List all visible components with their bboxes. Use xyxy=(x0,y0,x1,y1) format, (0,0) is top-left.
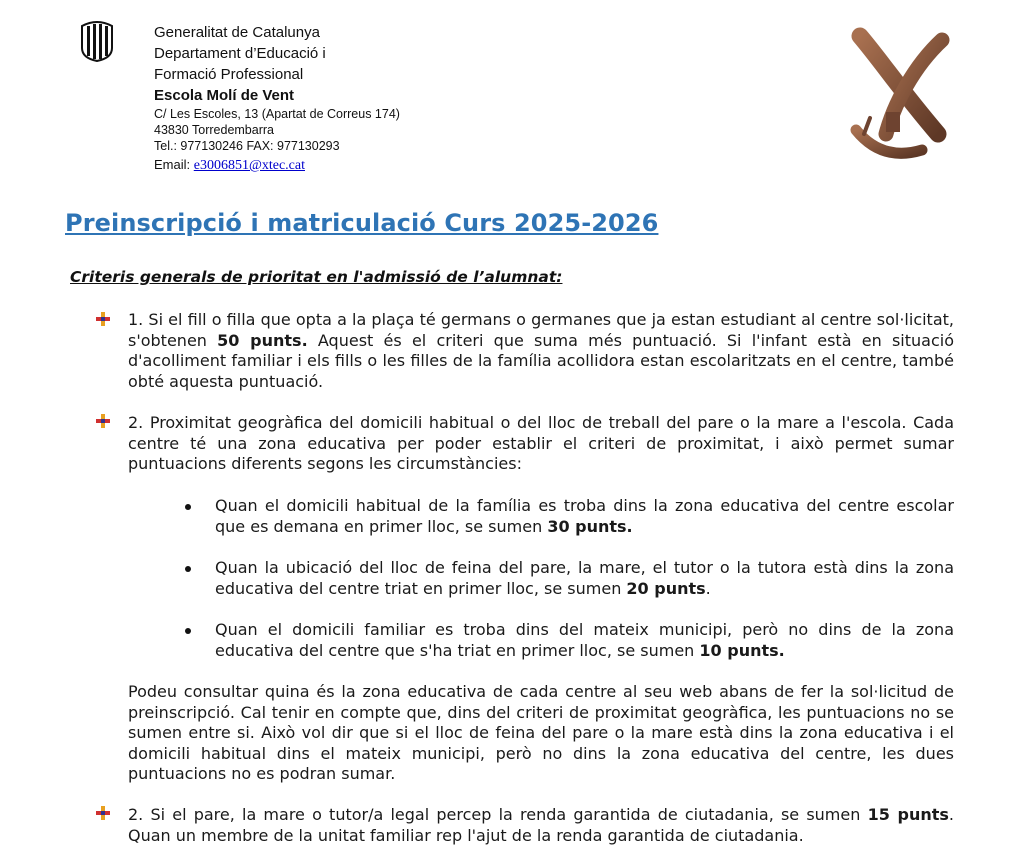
school-logo-icon xyxy=(842,22,954,167)
criterion-1-text-end: Aquest és el criteri que suma més puntuació. Si l'infant està en situació d'acolliment familiar i els fills o les filles de la família acollidora estan escolaritzats en el centre, també obté aquesta puntuació. xyxy=(128,330,955,391)
list-item xyxy=(215,620,954,661)
bullet-dot-icon xyxy=(185,566,191,572)
arrow-bullet-icon xyxy=(96,806,110,820)
bullet-points: 30 punts. xyxy=(547,516,633,536)
school-phone: Tel.: 977130246 FAX: 977130293 xyxy=(154,139,340,153)
bullet-text: Quan el domicili familiar es troba dins del mateix municipi, però no dins de la zona educativa del centre que s'ha triat en primer lloc, se sumen xyxy=(215,620,954,660)
header-line-1: Generalitat de Catalunya xyxy=(154,24,320,41)
criterion-proximity xyxy=(128,413,954,475)
letterhead xyxy=(154,22,400,174)
criterion-2-text: 2. Proximitat geogràfica del domicili habitual o del lloc de treball del pare o la mare a l'escola. Cada centre té una zona educativa per poder establir el criteri de proximitat, i això permet sumar puntuacions diferents segons les circumstàncies: xyxy=(128,413,954,473)
bullet-text: Quan el domicili habitual de la família es troba dins la zona educativa del centre escolar que es demana en primer lloc, se sumen xyxy=(215,496,954,536)
list-item xyxy=(215,558,954,599)
bullet-dot-icon xyxy=(185,628,191,634)
criterion-3-text: 2. Si el pare, la mare o tutor/a legal percep la renda garantida de ciutadania, se sumen xyxy=(128,805,868,824)
proximity-note-text: Podeu consultar quina és la zona educativa de cada centre al seu web abans de fer la sol·licitud de preinscripció. Cal tenir en compte que, dins del criteri de proximitat geogràfica, les puntuacions no se sumen entre si. Això vol dir que si el lloc de feina del pare o la mare està dins la zona educativa i el domicili habitual dins el mateix municipi, però no dins la zona educativa del centre, les dues puntuacions no es podran sumar. xyxy=(128,682,954,783)
school-city: 43830 Torredembarra xyxy=(154,123,274,137)
header-line-2: Departament d’Educació i xyxy=(154,45,326,62)
email-row xyxy=(154,156,400,174)
bullet-points: 10 punts. xyxy=(699,640,785,660)
header-line-3: Formació Professional xyxy=(154,66,304,83)
page-title: Preinscripció i matriculació Curs 2025-2026 xyxy=(65,209,659,237)
generalitat-emblem-icon xyxy=(80,20,114,62)
bullet-text: Quan la ubicació del lloc de feina del pare, la mare, el tutor o la tutora està dins la zona educativa del centre triat en primer lloc, se sumen xyxy=(215,558,954,598)
section-subtitle: Criteris generals de prioritat en l'admissió de l’alumnat: xyxy=(70,268,563,286)
bullet-dot-icon xyxy=(185,504,191,510)
criterion-income xyxy=(128,805,954,846)
proximity-note-paragraph xyxy=(128,682,954,785)
school-address: C/ Les Escoles, 13 (Apartat de Correus 174) xyxy=(154,107,400,121)
list-item xyxy=(215,496,954,537)
bullet-text-end: . xyxy=(705,578,711,598)
email-link[interactable]: e3006851@xtec.cat xyxy=(193,158,305,173)
criterion-1-points: 50 punts. xyxy=(217,330,308,350)
arrow-bullet-icon xyxy=(96,312,110,326)
criterion-3-points: 15 punts xyxy=(867,805,949,824)
email-label: Email: xyxy=(154,157,191,172)
school-name: Escola Molí de Vent xyxy=(154,87,295,104)
criterion-1-text: 1. Si el fill o filla que opta a la plaça té germans o germanes que ja estan estudiant al centre sol·licitat, s'obtenen xyxy=(128,310,954,350)
arrow-bullet-icon xyxy=(96,414,110,428)
criterion-siblings xyxy=(128,310,954,392)
criterion-3-text-end: . Quan un membre de la unitat familiar rep l'ajut de la renda garantida de ciutadania. xyxy=(128,805,954,845)
bullet-points: 20 punts xyxy=(626,578,706,598)
